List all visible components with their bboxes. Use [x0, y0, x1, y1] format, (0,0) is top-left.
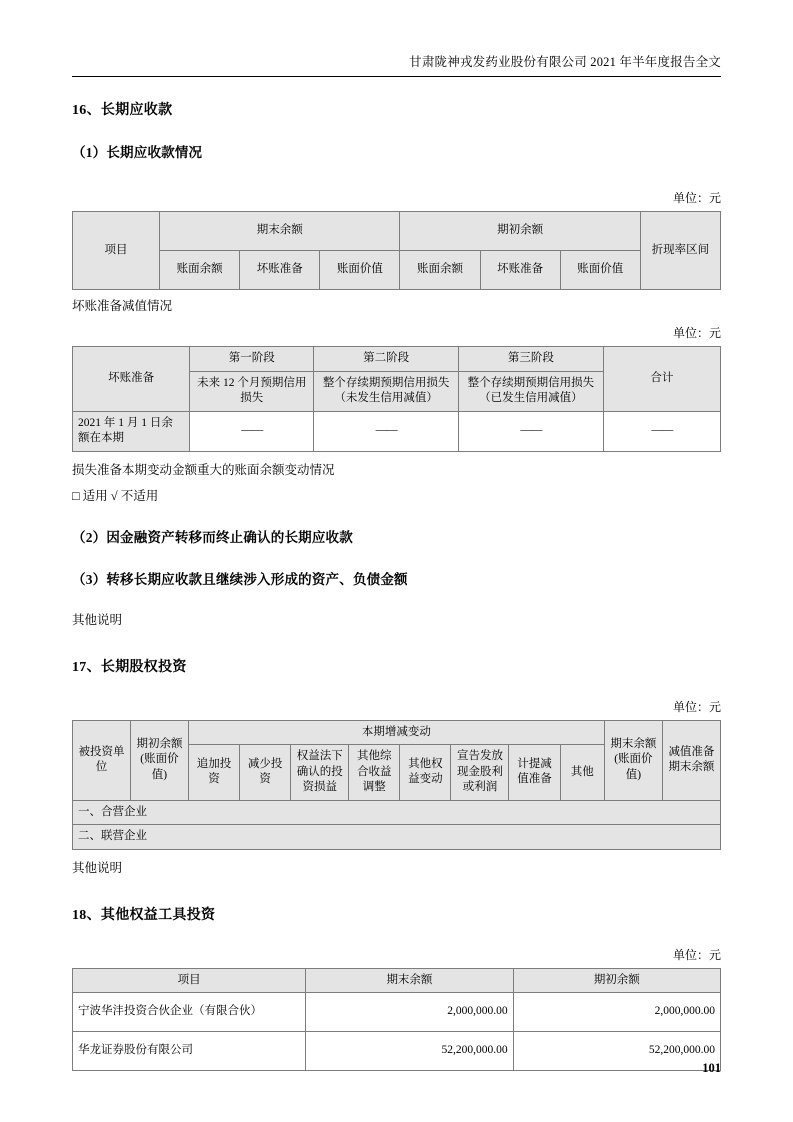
th-bad-debt-end: 坏账准备: [240, 251, 320, 290]
th-begin-book-value: 期初余额(账面价值): [130, 720, 188, 800]
th-impairment-end: 减值准备期末余额: [662, 720, 720, 800]
cell-stage-2-value: ——: [314, 411, 459, 451]
section-heading-18: 18、其他权益工具投资: [72, 907, 216, 923]
th-stage-1-desc: 未来 12 个月预期信用损失: [190, 371, 314, 411]
cell-begin-balance: 52,200,000.00: [513, 1032, 720, 1071]
subsection-16-2: （2）因金融资产转移而终止确认的长期应收款: [72, 529, 353, 545]
unit-label-16-1: 单位：元: [672, 191, 721, 205]
th-item: 项目: [73, 212, 160, 290]
th-begin-balance: 期初余额: [400, 212, 640, 251]
th-discount-rate: 折现率区间: [640, 212, 720, 290]
th-book-balance-begin: 账面余额: [400, 251, 480, 290]
section-heading-16: 16、长期应收款: [72, 103, 173, 118]
th-stage-2-desc: 整个存续期预期信用损失（未发生信用减值）: [314, 371, 459, 411]
subsection-16-3: （3）转移长期应收款且继续涉入形成的资产、负债金额: [72, 571, 408, 587]
table-row: 华龙证券股份有限公司: [73, 1032, 306, 1071]
table-row: 一、合营企业: [73, 800, 721, 825]
th-begin-balance-18: 期初余额: [513, 968, 720, 993]
table-bad-debt-stages: [72, 346, 721, 452]
th-other: 其他: [560, 745, 604, 801]
th-stage-3: 第三阶段: [459, 347, 604, 372]
applicable-checkbox-line: □ 适用 √ 不适用: [72, 488, 159, 503]
table-row: 宁波华沣投资合伙企业（有限合伙）: [73, 993, 306, 1032]
header-rule: [72, 76, 721, 77]
table-long-term-equity-investment: [72, 720, 721, 850]
th-item-18: 项目: [73, 968, 306, 993]
th-bad-debt-begin: 坏账准备: [480, 251, 560, 290]
th-other-equity-change: 其他权益变动: [400, 745, 451, 801]
cell-total-value: ——: [603, 411, 720, 451]
th-stage-2: 第二阶段: [314, 347, 459, 372]
running-header: 甘肃陇神戎发药业股份有限公司 2021 年半年度报告全文: [409, 55, 721, 69]
cell-begin-balance: 2,000,000.00: [513, 993, 720, 1032]
th-bad-debt-provision: 坏账准备: [73, 347, 190, 412]
th-reduced-investment: 减少投资: [240, 745, 291, 801]
page-number: 101: [702, 1061, 721, 1075]
table-other-equity-instruments: [72, 968, 721, 1072]
th-additional-investment: 追加投资: [188, 745, 239, 801]
cell-end-balance: 2,000,000.00: [306, 993, 513, 1032]
th-stage-1: 第一阶段: [190, 347, 314, 372]
th-stage-3-desc: 整个存续期预期信用损失（已发生信用减值）: [459, 371, 604, 411]
th-book-value-end: 账面价值: [320, 251, 400, 290]
note-bad-debt-impairment: 坏账准备减值情况: [72, 299, 173, 313]
th-total: 合计: [603, 347, 720, 412]
table-row: 二、联营企业: [73, 825, 721, 850]
th-book-balance-end: 账面余额: [160, 251, 240, 290]
cell-end-balance: 52,200,000.00: [306, 1032, 513, 1071]
unit-label-18: 单位：元: [672, 947, 721, 962]
cell-stage-3-value: ——: [459, 411, 604, 451]
th-book-value-begin: 账面价值: [560, 251, 640, 290]
th-declared-dividends: 宣告发放现金股利或利润: [451, 745, 509, 801]
subsection-16-1: （1）长期应收款情况: [72, 145, 203, 160]
th-impairment-provision: 计提减值准备: [509, 745, 560, 801]
note-significant-change: 损失准备本期变动金额重大的账面余额变动情况: [72, 462, 335, 477]
th-end-balance-18: 期末余额: [306, 968, 513, 993]
other-note-17: 其他说明: [72, 860, 123, 875]
other-note-16: 其他说明: [72, 612, 123, 627]
th-period-changes: 本期增减变动: [188, 720, 604, 745]
cell-stage-1-value: ——: [190, 411, 314, 451]
th-equity-method-gain: 权益法下确认的投资损益: [291, 745, 349, 801]
row-label-opening-balance: 2021 年 1 月 1 日余额在本期: [73, 411, 190, 451]
th-investee-unit: 被投资单位: [73, 720, 131, 800]
unit-label-17: 单位：元: [672, 699, 721, 714]
table-long-term-receivables: [72, 211, 721, 290]
th-oci-adjustment: 其他综合收益调整: [349, 745, 400, 801]
th-end-book-value: 期末余额(账面价值): [604, 720, 662, 800]
unit-label-16-2: 单位：元: [672, 326, 721, 340]
section-heading-17: 17、长期股权投资: [72, 659, 187, 675]
th-end-balance: 期末余额: [160, 212, 400, 251]
